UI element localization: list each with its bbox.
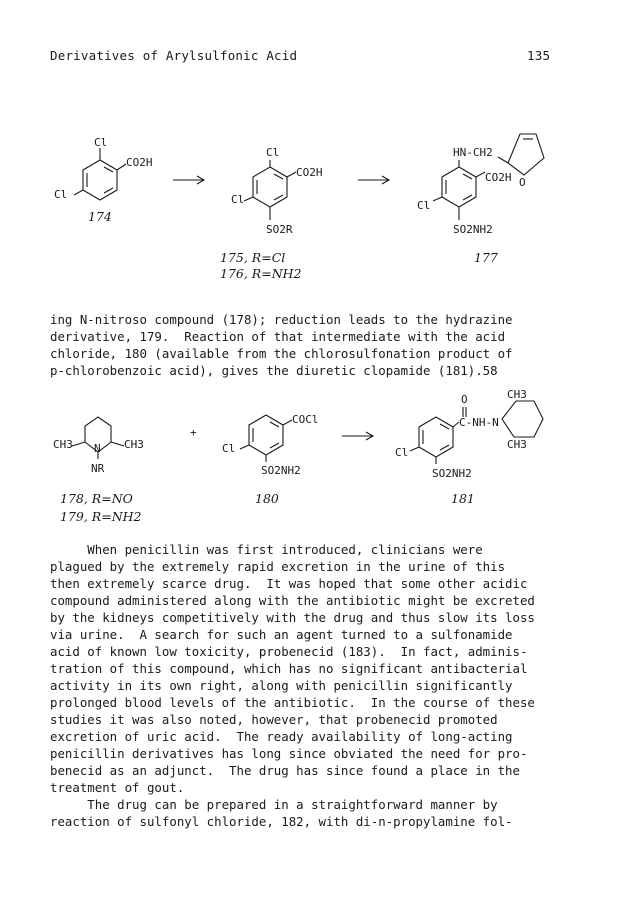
label-181: 181 (451, 491, 475, 506)
page-number: 135 (527, 48, 551, 63)
so2nh2-label: SO2NH2 (261, 464, 301, 477)
cl-label: Cl (231, 193, 245, 206)
oxygen-label: O (461, 393, 468, 406)
co2h-label: CO2H (126, 156, 153, 169)
label-178: 178, R=NO (60, 491, 133, 506)
ch3-label: CH3 (124, 438, 144, 451)
cl-label: Cl (94, 136, 108, 149)
cl-label: Cl (417, 199, 431, 212)
cocl-label: COCl (292, 413, 319, 426)
co2h-label: CO2H (296, 166, 323, 179)
reaction-arrow (342, 432, 373, 440)
running-header-title: Derivatives of Arylsulfonic Acid (50, 48, 298, 63)
ch3-label: CH3 (507, 388, 527, 401)
plus-sign: + (190, 426, 197, 439)
co2h-label: CO2H (485, 171, 512, 184)
cl-label: Cl (222, 442, 236, 455)
so2r-label: SO2R (266, 223, 293, 236)
ch3-label: CH3 (53, 438, 73, 451)
structure-180 (222, 413, 319, 477)
label-176: 176, R=NH2 (220, 266, 302, 281)
paragraph-1: ing N-nitroso compound (178); reduction leads to the hydrazine derivative, 179. Reaction of that intermediate with the acid chloride, 180 (available from the chlorosulfonation product of p-chlorobenzoic acid), gives the diuretic clopamide (181).58 (50, 312, 513, 378)
oxygen-label: O (519, 176, 526, 189)
compound-number: 174 (88, 209, 112, 224)
cl-label: Cl (395, 446, 409, 459)
amide-label: C-NH-N (459, 416, 499, 429)
n-label: N (94, 442, 101, 455)
label-175: 175, R=Cl (220, 250, 286, 265)
ch3-label: CH3 (507, 438, 527, 451)
cl-label: Cl (266, 146, 280, 159)
cl-label: Cl (54, 188, 68, 201)
so2nh2-label: SO2NH2 (432, 467, 472, 480)
paragraph-2: When penicillin was first introduced, clinicians were plagued by the extremely rapid excretion in the urine of this then extremely scarce drug. It was hoped that some other acidic compound administered along with the antibiotic might be excreted by the kidneys competitively with the drug and thus slow its loss via urine. A search for such an agent turned to a sulfonamide acid of known low toxicity, probenecid (183). In fact, adminis- tration of this compound, which has no significant antibacterial activity in its own right, along with penicillin significantly prolonged blood levels of the antibiotic. In the course of these studies it was also noted, however, that probenecid promoted excretion of uric acid. The ready availability of long-acting penicillin derivatives has long since obviated the need for pro- benecid as an adjunct. The drug has since found a place in the treatment of gout. The drug can be prepared in a straightforward manner by reaction of sulfonyl chloride, 182, with di-n-propylamine fol- (50, 542, 535, 829)
nh-ch2-label: HN-CH2 (453, 146, 493, 159)
label-180: 180 (255, 491, 279, 506)
so2nh2-label: SO2NH2 (453, 223, 493, 236)
nr-label: NR (91, 462, 105, 475)
structure-181 (395, 388, 543, 480)
structure-178-179 (53, 417, 144, 475)
label-179: 179, R=NH2 (60, 509, 142, 524)
compound-number: 177 (474, 250, 498, 265)
